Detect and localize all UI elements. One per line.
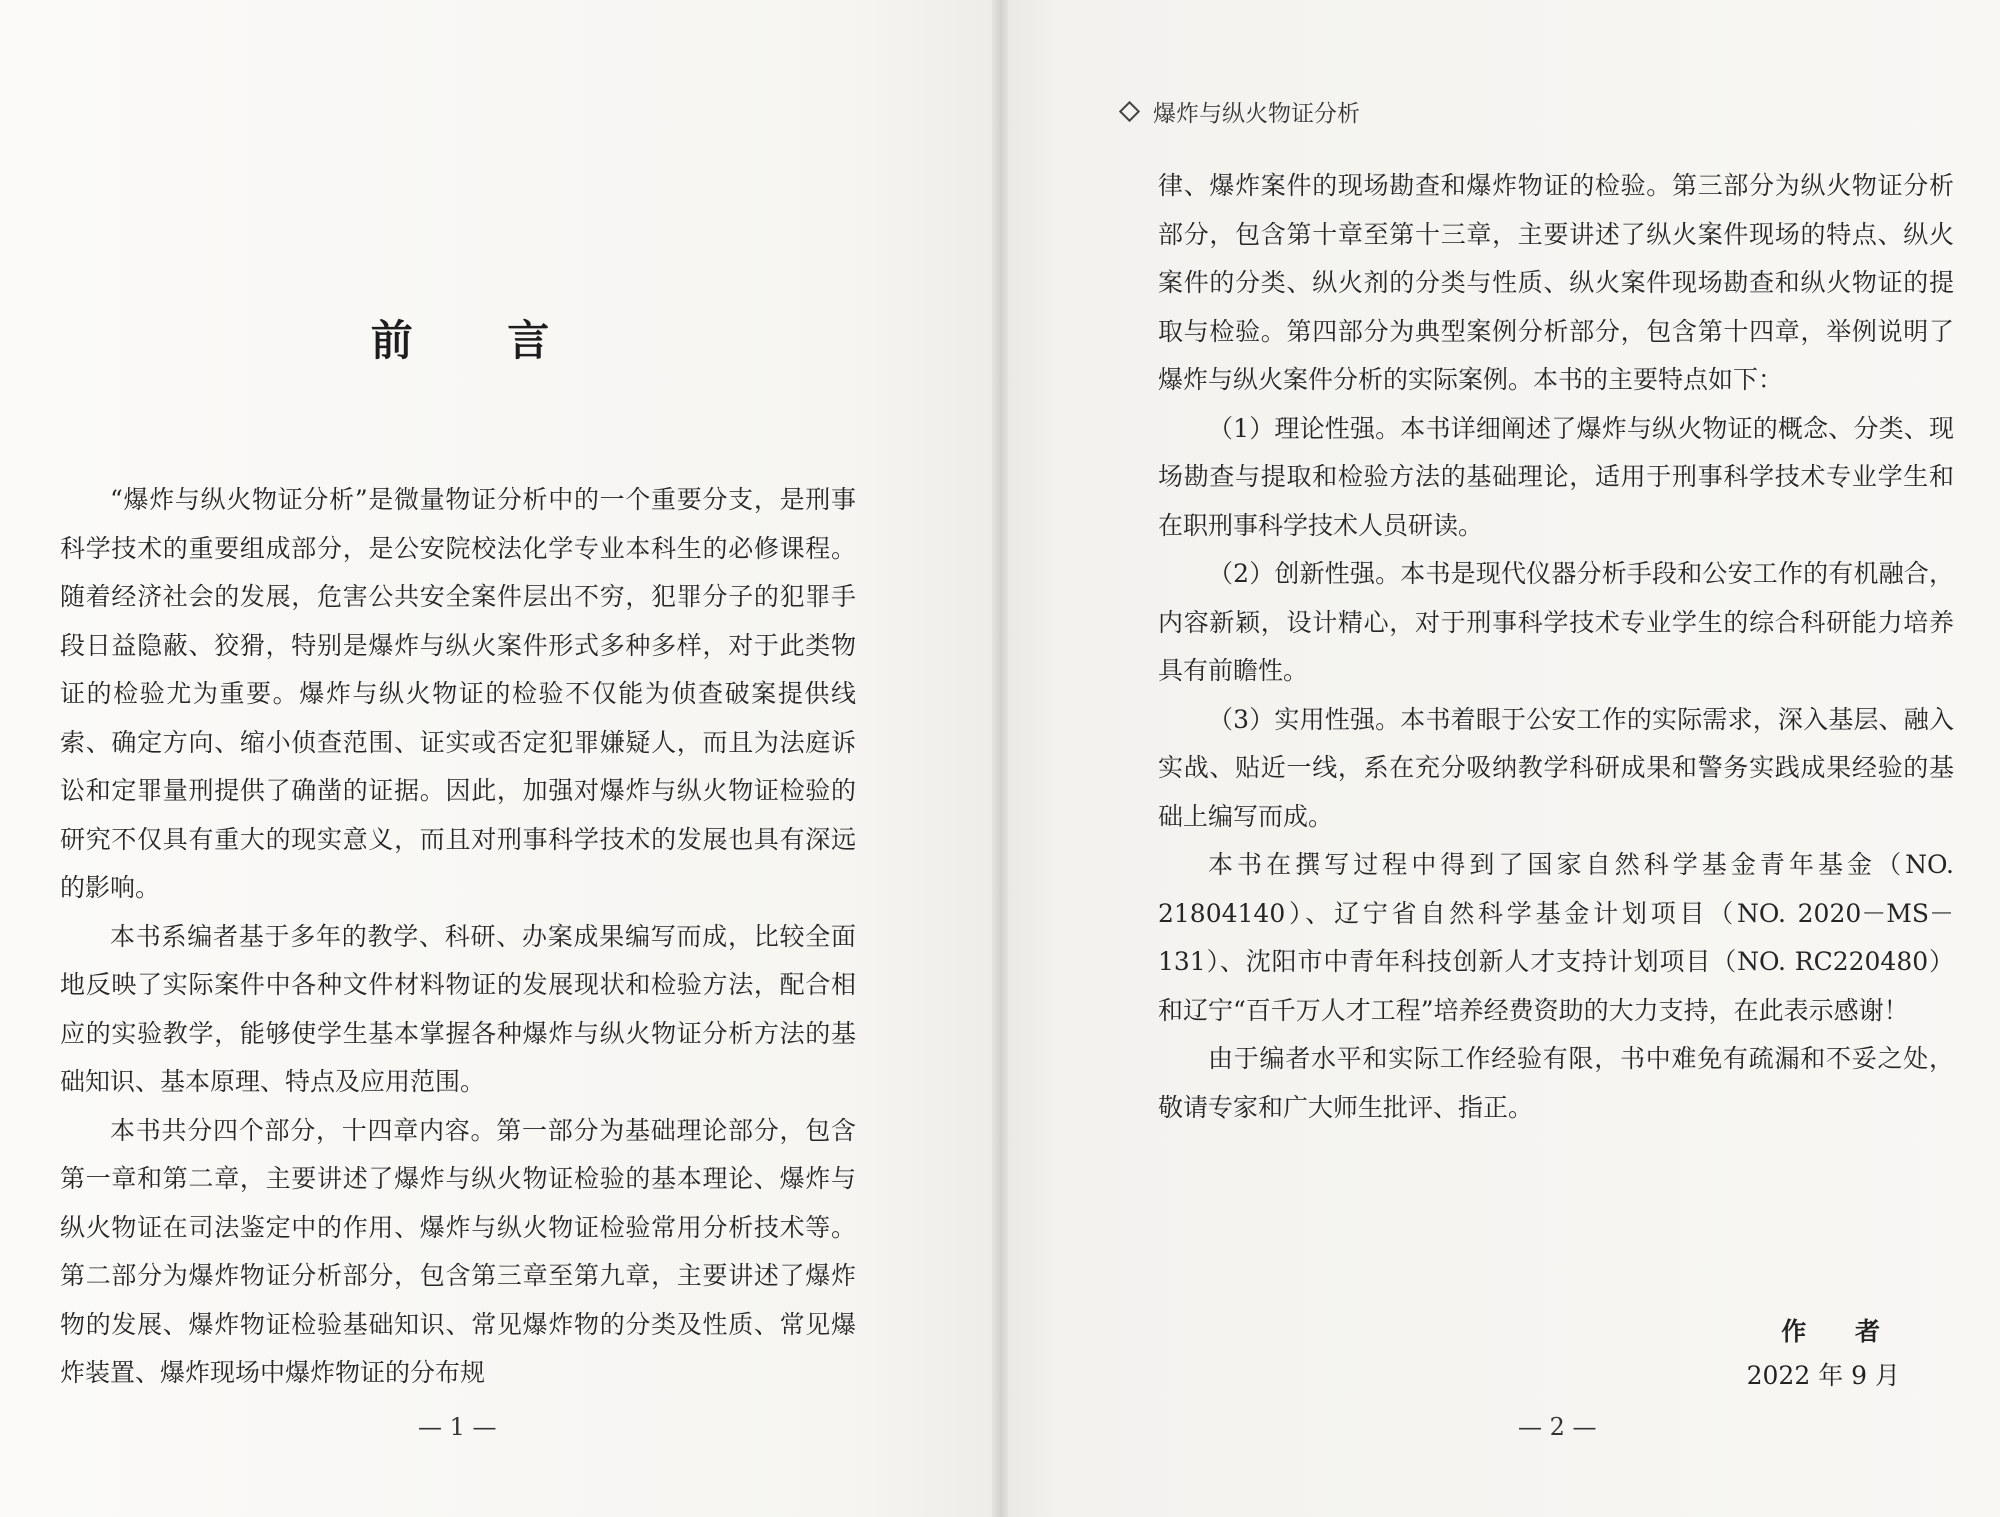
paragraph: （1）理论性强。本书详细阐述了爆炸与纵火物证的概念、分类、现场勘查与提取和检验方法的基础理论，适用于刑事科学技术专业学生和在职刑事科学技术人员研读。 — [1158, 413, 1954, 540]
date-signature: 2022 年 9 月 — [1746, 1361, 1900, 1390]
running-header-text: 爆炸与纵火物证分析 — [1153, 101, 1360, 127]
book-gutter — [992, 0, 1008, 1517]
right-body-text — [1158, 162, 1954, 1132]
page-title: 前 言 — [370, 316, 590, 365]
paragraph: 由于编者水平和实际工作经验有限，书中难免有疏漏和不妥之处，敬请专家和广大师生批评、指正。 — [1158, 1044, 1954, 1122]
paragraph: 本书在撰写过程中得到了国家自然科学基金青年基金（NO. 21804140）、辽宁省自然科学基金计划项目（NO. 2020－MS－131）、沈阳市中青年科技创新人才支持计划项目（NO. RC220480）和辽宁“百千万人才工程”培养经费资助的大力支持，在此表示感谢！ — [1158, 850, 1954, 1025]
running-header — [1118, 95, 1360, 128]
paragraph: “爆炸与纵火物证分析”是微量物证分析中的一个重要分支，是刑事科学技术的重要组成部分，是公安院校法化学专业本科生的必修课程。随着经济社会的发展，危害公共安全案件层出不穷，犯罪分子的犯罪手段日益隐蔽、狡猾，特别是爆炸与纵火案件形式多种多样，对于此类物证的检验尤为重要。爆炸与纵火物证的检验不仅能为侦查破案提供线索、确定方向、缩小侦查范围、证实或否定犯罪嫌疑人，而且为法庭诉讼和定罪量刑提供了确凿的证据。因此，加强对爆炸与纵火物证检验的研究不仅具有重大的现实意义，而且对刑事科学技术的发展也具有深远的影响。 — [60, 485, 856, 902]
right-page — [1000, 0, 2000, 1517]
paragraph: （2）创新性强。本书是现代仪器分析手段和公安工作的有机融合，内容新颖，设计精心，对于刑事科学技术专业学生的综合科研能力培养具有前瞻性。 — [1158, 559, 1954, 685]
author-signature: 作 者 — [1781, 1317, 1900, 1346]
paragraph: （3）实用性强。本书着眼于公安工作的实际需求，深入基层、融入实战、贴近一线，系在充分吸纳教学科研成果和警务实践成果经验的基础上编写而成。 — [1158, 704, 1954, 831]
left-body-text — [60, 476, 856, 1398]
paragraph: 本书共分四个部分，十四章内容。第一部分为基础理论部分，包含第一章和第二章，主要讲述了爆炸与纵火物证检验的基本理论、爆炸与纵火物证在司法鉴定中的作用、爆炸与纵火物证检验常用分析技术等。第二部分为爆炸物证分析部分，包含第三章至第九章，主要讲述了爆炸物的发展、爆炸物证检验基础知识、常见爆炸物的分类及性质、常见爆炸装置、爆炸现场中爆炸物证的分布规 — [60, 1115, 856, 1387]
page-number-right: — 2 — — [1518, 1413, 1597, 1441]
diamond-icon — [1119, 101, 1140, 122]
page-number-left: — 1 — — [418, 1413, 497, 1441]
paragraph-continuation: 律、爆炸案件的现场勘查和爆炸物证的检验。第三部分为纵火物证分析部分，包含第十章至第十三章，主要讲述了纵火案件现场的特点、纵火案件的分类、纵火剂的分类与性质、纵火案件现场勘查和纵火物证的提取与检验。第四部分为典型案例分析部分，包含第十四章，举例说明了爆炸与纵火案件分析的实际案例。本书的主要特点如下： — [1158, 171, 1954, 394]
paragraph: 本书系编者基于多年的教学、科研、办案成果编写而成，比较全面地反映了实际案件中各种文件材料物证的发展现状和检验方法，配合相应的实验教学，能够使学生基本掌握各种爆炸与纵火物证分析方法的基础知识、基本原理、特点及应用范围。 — [60, 921, 856, 1096]
